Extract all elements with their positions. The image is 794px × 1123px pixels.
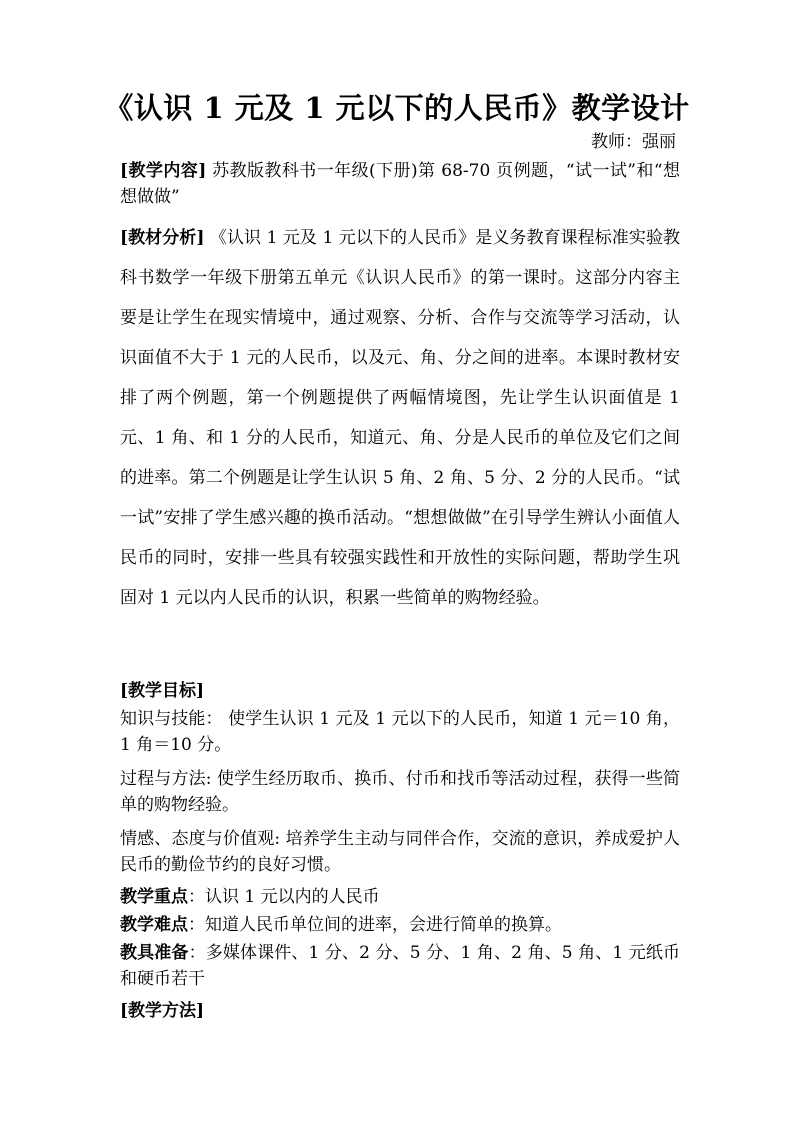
teaching-content-label: [教学内容] [120, 161, 207, 181]
difficulty-text: ：知道人民币单位间的进率，会进行简单的换算。 [188, 915, 562, 935]
goal-emotion: 情感、态度与价值观: 培养学生主动与同伴合作，交流的意识，养成爱护人民币的勤俭节约的良好习惯。 [120, 829, 680, 875]
teaching-content-section [120, 158, 680, 210]
teaching-content-text: 苏教版教科书一年级(下册)第 68-70 页例题，“试一试”和“想想做做” [120, 161, 680, 207]
difficulty-label: 教学难点 [120, 915, 188, 935]
goal-process: 过程与方法: 使学生经历取币、换币、付币和找币等活动过程，获得一些简单的购物经验。 [120, 769, 680, 815]
key-point-section [120, 884, 680, 910]
teaching-goals-label: [教学目标] [120, 681, 205, 701]
document-title: 《认识 1 元及 1 元以下的人民币》教学设计 [104, 91, 690, 125]
materials-label: 教具准备 [120, 943, 189, 963]
difficulty-section [120, 912, 680, 938]
materials-text: ：多媒体课件、1 分、2 分、5 分、1 角、2 角、5 角、1 元纸币和硬币若干 [120, 943, 680, 989]
material-analysis-section [120, 218, 680, 618]
key-point-text: ：认识 1 元以内的人民币 [188, 887, 380, 907]
materials-section [120, 940, 680, 992]
teaching-method-label: [教学方法] [120, 1001, 205, 1021]
goal-knowledge: 知识与技能： 使学生认识 1 元及 1 元以下的人民币，知道 1 元＝10 角，1 角＝10 分。 [120, 709, 680, 755]
material-analysis-label: [教材分析] [120, 228, 205, 248]
key-point-label: 教学重点 [120, 887, 188, 907]
material-analysis-text: 《认识 1 元及 1 元以下的人民币》是义务教育课程标准实验教科书数学一年级下册第五单元《认识人民币》的第一课时。这部分内容主要是让学生在现实情境中，通过观察、分析、合作与交流等学习活动，认识面值不大于 1 元的人民币，以及元、角、分之间的进率。本课时教材安排了两个例题，第一个例题提供了两幅情境图，先让学生认识面值是 1 元、1 角、和 1 分的人民币，知道元、角、分是人民币的单位及它们之间的进率。第二个例题是让学生认识 5 角、2 角、5 分、2 分的人民币。“试一试”安排了学生感兴趣的换币活动。“想想做做”在引导学生辨认小面值人民币的同时，安排一些具有较强实践性和开放性的实际问题，帮助学生巩固对 1 元以内人民币的认识，积累一些简单的购物经验。 [120, 228, 681, 608]
teacher-name: 教师：强丽 [591, 132, 676, 152]
